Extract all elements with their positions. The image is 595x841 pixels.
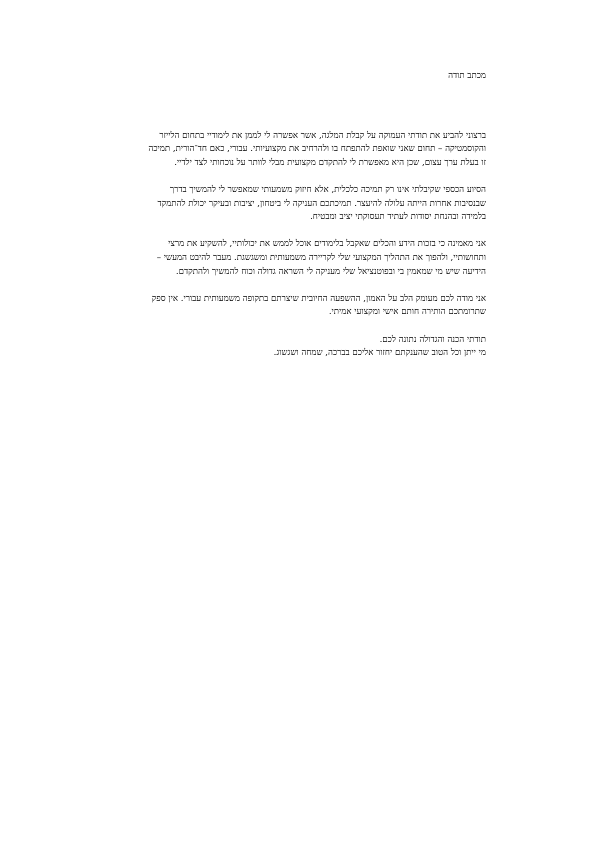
closing-line: מי ייתן וכל הטוב שהענקתם יחזור אליכם בברכה, שמחה ושגשוג. (273, 348, 486, 359)
paragraph-line: הידיעה שיש מי שמאמין בי ובפוטנציאל שלי מעניקה לי השראה גדולה וכוח להמשיך ולהתקדם. (175, 266, 486, 277)
paragraph-line: שבנסיבות אחרות הייתה עלולה להיעצר. תמיכתכם העניקה לי ביטחון, יציבות ובעיקר יכולת להתמקד (157, 198, 486, 209)
paragraph-line: שתרומתכם הותירה חותם אישי ומקצועי אמיתי. (328, 307, 486, 318)
paragraph-line: ברצוני להביע את תודתי העמוקה על קבלת המלגה, אשר אפשרה לי לממן את לימודיי בתחום הלייזר (159, 130, 486, 141)
letter-title: מכתב תודה (448, 71, 486, 81)
closing-line: תודתי הכנה והגדולה נתונה לכם. (379, 334, 486, 345)
paragraph-line: אני מאמינה כי בזכות הידע והכלים שאקבל בלימודים אוכל לממש את יכולותיי, להשקיע את מרצי (168, 239, 486, 250)
letter-body (108, 70, 486, 374)
paragraph-line: זו בעלת ערך עצום, שכן היא מאפשרת לי להתקדם מקצועית מבלי לוותר על נוכחותי לצד ילדיי. (174, 157, 486, 168)
closing (108, 334, 486, 361)
paragraph-line: אני מודה לכם מעומק הלב על האמון, ההשפעה החיובית שיצרתם בתקופה משמעותית עבורי. אין ספק (151, 293, 486, 304)
paragraph-2 (108, 184, 486, 225)
paragraph-4 (108, 293, 486, 320)
paragraph-line: והקוסמטיקה – תחום שאני שואפת להתפתח בו ולהרחיב את מקצועיותי. עבורי, כאם חד־הורית, תמיכה (148, 144, 486, 155)
paragraph-line: ותחושותיי, ולהפוך את התהליך המקצועי שלי לקריירה משמעותית ומשגשגת. מעבר להיבט המעשי – (156, 252, 486, 263)
paragraph-line: בלמידה ובהנחת יסודות לעתיד תעסוקתי יציב ומבטיח. (310, 212, 486, 223)
paragraph-1 (108, 130, 486, 171)
paragraph-line: הסיוע הכספי שקיבלתי אינו רק תמיכה כלכלית, אלא חיזוק משמעותי שמאפשר לי להמשיך בדרך (169, 184, 486, 195)
paragraph-3 (108, 238, 486, 279)
